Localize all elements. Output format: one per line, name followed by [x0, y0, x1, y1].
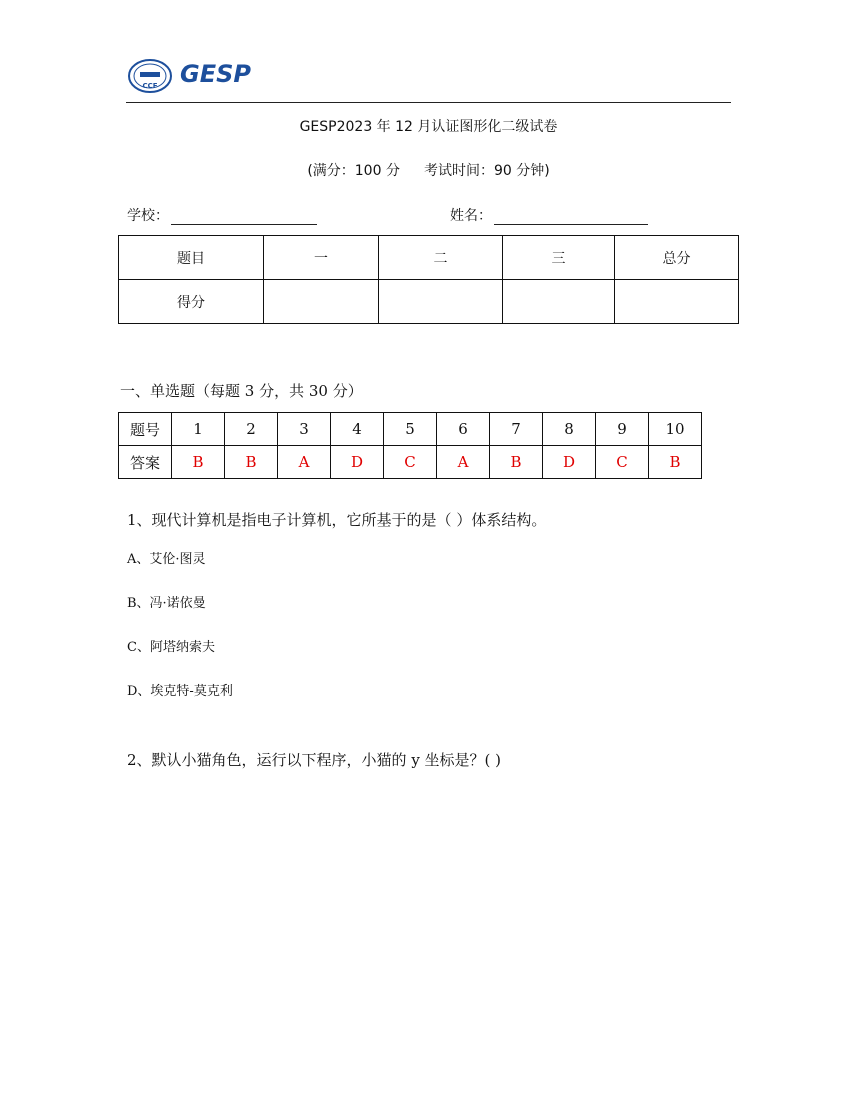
page-subtitle: [0, 160, 857, 180]
score-cell[interactable]: [615, 280, 739, 324]
ccf-seal-icon: [128, 58, 176, 94]
answer-cell: A: [278, 446, 331, 479]
score-header-cell: 二: [379, 236, 503, 280]
question-1-option-a[interactable]: A、艾伦·图灵: [127, 552, 206, 567]
school-blank[interactable]: [171, 210, 317, 225]
school-field[interactable]: [127, 205, 317, 225]
answer-cell: B: [649, 446, 702, 479]
answer-number-row: [119, 413, 702, 446]
score-cell[interactable]: [503, 280, 615, 324]
answer-cell: B: [225, 446, 278, 479]
gesp-logo-text: GESP: [180, 60, 251, 88]
page-title: GESP2023 年 12 月认证图形化二级试卷: [299, 119, 558, 135]
question-1-option-c[interactable]: C、阿塔纳索夫: [127, 640, 215, 655]
score-row-label: 得分: [119, 280, 264, 324]
section-title: 一、单选题（每题 3 分，共 30 分）: [120, 382, 363, 400]
score-cell[interactable]: [379, 280, 503, 324]
name-label: 姓名：: [450, 208, 492, 224]
score-header-cell: 一: [264, 236, 379, 280]
answer-cell: B: [490, 446, 543, 479]
score-header-cell: 题目: [119, 236, 264, 280]
question-1-text: 1、现代计算机是指电子计算机，它所基于的是（ ）体系结构。: [127, 511, 547, 529]
answer-table: [118, 412, 702, 479]
score-header-cell: 三: [503, 236, 615, 280]
answer-cell: C: [384, 446, 437, 479]
answer-header: 答案: [119, 446, 172, 479]
question-number: 5: [384, 413, 437, 446]
score-cell[interactable]: [264, 280, 379, 324]
score-table: [118, 235, 739, 324]
number-header: 题号: [119, 413, 172, 446]
answer-cell: C: [596, 446, 649, 479]
question-number: 9: [596, 413, 649, 446]
school-label: 学校：: [127, 208, 169, 224]
full-score-text: (满分：100 分: [307, 163, 400, 179]
score-header-cell: 总分: [615, 236, 739, 280]
question-number: 10: [649, 413, 702, 446]
question-number: 1: [172, 413, 225, 446]
question-number: 8: [543, 413, 596, 446]
question-2-text: 2、默认小猫角色，运行以下程序，小猫的 y 坐标是？( ): [127, 751, 502, 769]
question-number: 3: [278, 413, 331, 446]
answer-cell: D: [543, 446, 596, 479]
question-number: 6: [437, 413, 490, 446]
name-blank[interactable]: [494, 210, 648, 225]
question-1-option-b[interactable]: B、冯·诺依曼: [127, 596, 206, 611]
name-field[interactable]: [450, 205, 648, 225]
answer-row: [119, 446, 702, 479]
question-number: 2: [225, 413, 278, 446]
answer-cell: D: [331, 446, 384, 479]
question-number: 4: [331, 413, 384, 446]
answer-cell: A: [437, 446, 490, 479]
header-rule: [126, 102, 731, 103]
question-number: 7: [490, 413, 543, 446]
question-1-option-d[interactable]: D、埃克特-莫克利: [127, 684, 233, 699]
exam-time-text: 考试时间：90 分钟): [423, 163, 550, 179]
svg-text:CCF: CCF: [142, 82, 158, 90]
score-table-header-row: [119, 236, 739, 280]
score-table-row: [119, 280, 739, 324]
answer-cell: B: [172, 446, 225, 479]
